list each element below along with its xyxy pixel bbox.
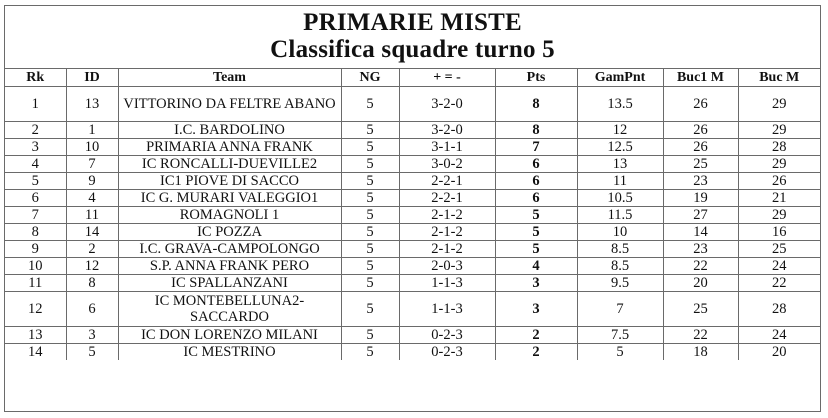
team-cell: IC MESTRINO	[118, 344, 341, 361]
record-cell: 2-1-2	[399, 207, 495, 224]
buchholz-median-cell: 29	[738, 156, 820, 173]
buchholz-cut1-cell: 26	[663, 122, 738, 139]
game-points-cell: 9.5	[577, 275, 663, 292]
col-header-bucm: Buc M	[738, 69, 820, 87]
record-cell: 3-2-0	[399, 87, 495, 122]
team-cell: IC RONCALLI-DUEVILLE2	[118, 156, 341, 173]
id-cell: 9	[66, 173, 118, 190]
table-row	[5, 173, 820, 190]
rank-cell: 6	[5, 190, 66, 207]
id-cell: 8	[66, 275, 118, 292]
table-row	[5, 156, 820, 173]
buchholz-median-cell: 29	[738, 207, 820, 224]
rank-cell: 4	[5, 156, 66, 173]
id-cell: 3	[66, 327, 118, 344]
buchholz-median-cell: 16	[738, 224, 820, 241]
games-cell: 5	[341, 190, 399, 207]
buchholz-cut1-cell: 23	[663, 173, 738, 190]
buchholz-cut1-cell: 26	[663, 139, 738, 156]
game-points-cell: 11.5	[577, 207, 663, 224]
buchholz-cut1-cell: 27	[663, 207, 738, 224]
record-cell: 1-1-3	[399, 292, 495, 327]
game-points-cell: 11	[577, 173, 663, 190]
game-points-cell: 7.5	[577, 327, 663, 344]
games-cell: 5	[341, 87, 399, 122]
buchholz-cut1-cell: 22	[663, 327, 738, 344]
buchholz-cut1-cell: 23	[663, 241, 738, 258]
team-cell: S.P. ANNA FRANK PERO	[118, 258, 341, 275]
points-cell: 3	[495, 292, 577, 327]
points-cell: 8	[495, 87, 577, 122]
record-cell: 1-1-3	[399, 275, 495, 292]
team-cell: IC POZZA	[118, 224, 341, 241]
game-points-cell: 8.5	[577, 241, 663, 258]
game-points-cell: 8.5	[577, 258, 663, 275]
game-points-cell: 12	[577, 122, 663, 139]
team-cell: I.C. GRAVA-CAMPOLONGO	[118, 241, 341, 258]
col-header-rk: Rk	[5, 69, 66, 87]
record-cell: 0-2-3	[399, 344, 495, 361]
buchholz-median-cell: 25	[738, 241, 820, 258]
rank-cell: 10	[5, 258, 66, 275]
table-row	[5, 275, 820, 292]
standings-sheet	[4, 5, 821, 412]
buchholz-median-cell: 29	[738, 87, 820, 122]
points-cell: 5	[495, 207, 577, 224]
record-cell: 2-1-2	[399, 224, 495, 241]
record-cell: 2-1-2	[399, 241, 495, 258]
points-cell: 4	[495, 258, 577, 275]
points-cell: 2	[495, 327, 577, 344]
rank-cell: 2	[5, 122, 66, 139]
buchholz-cut1-cell: 26	[663, 87, 738, 122]
rank-cell: 3	[5, 139, 66, 156]
record-cell: 3-0-2	[399, 156, 495, 173]
title-block	[5, 6, 820, 69]
points-cell: 5	[495, 224, 577, 241]
points-cell: 7	[495, 139, 577, 156]
col-header-pts: Pts	[495, 69, 577, 87]
games-cell: 5	[341, 327, 399, 344]
team-cell: IC G. MURARI VALEGGIO1	[118, 190, 341, 207]
id-cell: 10	[66, 139, 118, 156]
game-points-cell: 13	[577, 156, 663, 173]
rank-cell: 9	[5, 241, 66, 258]
id-cell: 6	[66, 292, 118, 327]
table-row	[5, 258, 820, 275]
table-row	[5, 241, 820, 258]
col-header-ng: NG	[341, 69, 399, 87]
game-points-cell: 10.5	[577, 190, 663, 207]
points-cell: 6	[495, 173, 577, 190]
buchholz-median-cell: 24	[738, 327, 820, 344]
games-cell: 5	[341, 344, 399, 361]
rank-cell: 1	[5, 87, 66, 122]
games-cell: 5	[341, 292, 399, 327]
standings-table	[5, 69, 820, 360]
buchholz-cut1-cell: 19	[663, 190, 738, 207]
team-cell: PRIMARIA ANNA FRANK	[118, 139, 341, 156]
col-header-buc1m: Buc1 M	[663, 69, 738, 87]
games-cell: 5	[341, 173, 399, 190]
record-cell: 2-2-1	[399, 173, 495, 190]
rank-cell: 11	[5, 275, 66, 292]
record-cell: 3-1-1	[399, 139, 495, 156]
buchholz-cut1-cell: 18	[663, 344, 738, 361]
table-row	[5, 139, 820, 156]
points-cell: 2	[495, 344, 577, 361]
id-cell: 13	[66, 87, 118, 122]
points-cell: 8	[495, 122, 577, 139]
buchholz-cut1-cell: 25	[663, 292, 738, 327]
game-points-cell: 10	[577, 224, 663, 241]
id-cell: 11	[66, 207, 118, 224]
buchholz-median-cell: 28	[738, 292, 820, 327]
id-cell: 1	[66, 122, 118, 139]
id-cell: 2	[66, 241, 118, 258]
game-points-cell: 5	[577, 344, 663, 361]
points-cell: 6	[495, 190, 577, 207]
col-header-gampnt: GamPnt	[577, 69, 663, 87]
rank-cell: 14	[5, 344, 66, 361]
games-cell: 5	[341, 258, 399, 275]
buchholz-cut1-cell: 22	[663, 258, 738, 275]
team-cell: ROMAGNOLI 1	[118, 207, 341, 224]
buchholz-median-cell: 28	[738, 139, 820, 156]
table-row	[5, 207, 820, 224]
points-cell: 5	[495, 241, 577, 258]
record-cell: 2-0-3	[399, 258, 495, 275]
id-cell: 4	[66, 190, 118, 207]
page-title: PRIMARIE MISTE	[303, 9, 522, 36]
games-cell: 5	[341, 241, 399, 258]
col-header-record: + = -	[399, 69, 495, 87]
buchholz-median-cell: 24	[738, 258, 820, 275]
col-header-id: ID	[66, 69, 118, 87]
points-cell: 3	[495, 275, 577, 292]
id-cell: 12	[66, 258, 118, 275]
team-cell: IC MONTEBELLUNA2-SACCARDO	[118, 292, 341, 327]
team-cell: IC1 PIOVE DI SACCO	[118, 173, 341, 190]
games-cell: 5	[341, 224, 399, 241]
table-row	[5, 327, 820, 344]
team-cell: IC DON LORENZO MILANI	[118, 327, 341, 344]
rank-cell: 7	[5, 207, 66, 224]
buchholz-cut1-cell: 14	[663, 224, 738, 241]
page-subtitle: Classifica squadre turno 5	[270, 36, 555, 63]
games-cell: 5	[341, 122, 399, 139]
id-cell: 5	[66, 344, 118, 361]
table-row	[5, 87, 820, 122]
table-row	[5, 122, 820, 139]
game-points-cell: 7	[577, 292, 663, 327]
games-cell: 5	[341, 275, 399, 292]
games-cell: 5	[341, 139, 399, 156]
buchholz-cut1-cell: 20	[663, 275, 738, 292]
buchholz-cut1-cell: 25	[663, 156, 738, 173]
team-cell: VITTORINO DA FELTRE ABANO	[118, 87, 341, 122]
id-cell: 14	[66, 224, 118, 241]
id-cell: 7	[66, 156, 118, 173]
rank-cell: 5	[5, 173, 66, 190]
table-row	[5, 190, 820, 207]
rank-cell: 8	[5, 224, 66, 241]
buchholz-median-cell: 29	[738, 122, 820, 139]
header-row	[5, 69, 820, 87]
rank-cell: 13	[5, 327, 66, 344]
games-cell: 5	[341, 156, 399, 173]
table-row	[5, 224, 820, 241]
table-row	[5, 292, 820, 327]
record-cell: 0-2-3	[399, 327, 495, 344]
buchholz-median-cell: 26	[738, 173, 820, 190]
buchholz-median-cell: 20	[738, 344, 820, 361]
rank-cell: 12	[5, 292, 66, 327]
record-cell: 3-2-0	[399, 122, 495, 139]
game-points-cell: 13.5	[577, 87, 663, 122]
game-points-cell: 12.5	[577, 139, 663, 156]
record-cell: 2-2-1	[399, 190, 495, 207]
team-cell: IC SPALLANZANI	[118, 275, 341, 292]
team-cell: I.C. BARDOLINO	[118, 122, 341, 139]
games-cell: 5	[341, 207, 399, 224]
buchholz-median-cell: 21	[738, 190, 820, 207]
table-row	[5, 344, 820, 361]
col-header-team: Team	[118, 69, 341, 87]
standings-body	[5, 87, 820, 361]
points-cell: 6	[495, 156, 577, 173]
buchholz-median-cell: 22	[738, 275, 820, 292]
